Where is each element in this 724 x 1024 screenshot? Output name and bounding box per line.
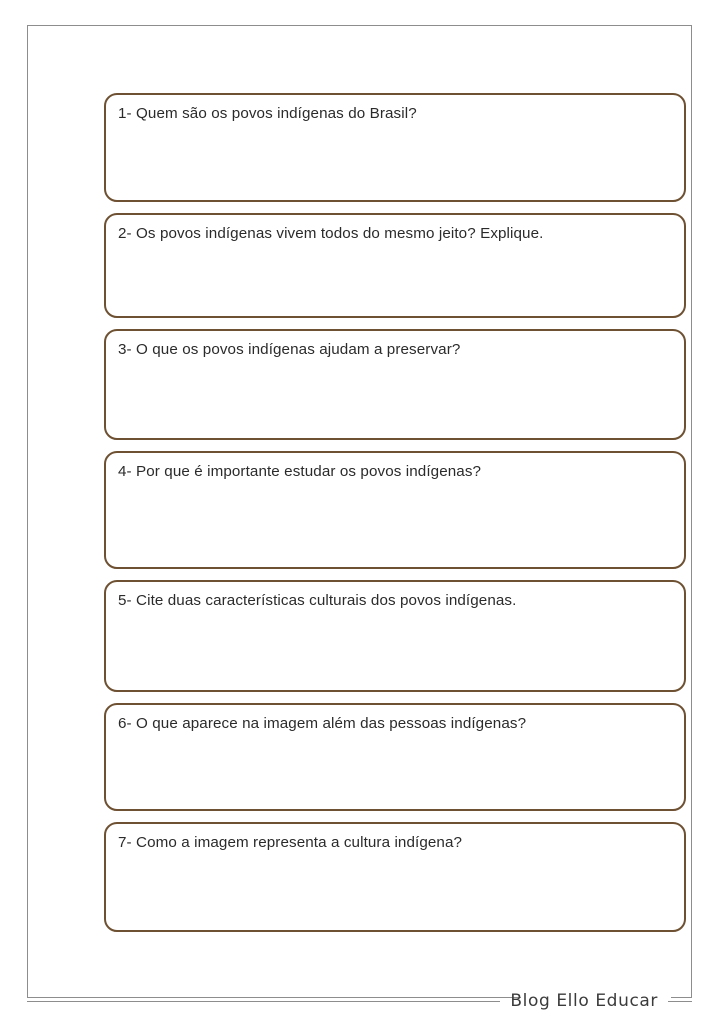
question-text-1: 1- Quem são os povos indígenas do Brasil? <box>118 105 417 122</box>
question-text-7: 7- Como a imagem representa a cultura indígena? <box>118 834 463 851</box>
question-box-3[interactable] <box>104 329 686 440</box>
question-text-2: 2- Os povos indígenas vivem todos do mesmo jeito? Explique. <box>118 225 544 242</box>
question-text-5: 5- Cite duas características culturais dos povos indígenas. <box>118 592 517 609</box>
question-box-2[interactable] <box>104 213 686 318</box>
page-frame <box>27 25 692 998</box>
question-box-6[interactable] <box>104 703 686 811</box>
footer-divider-right <box>668 1001 692 1002</box>
question-box-5[interactable] <box>104 580 686 692</box>
footer-rule-mask <box>521 990 671 1010</box>
footer-brand-label: Blog Ello Educar <box>510 991 658 1011</box>
question-box-7[interactable] <box>104 822 686 932</box>
question-text-4: 4- Por que é importante estudar os povos indígenas? <box>118 463 482 480</box>
question-box-4[interactable] <box>104 451 686 569</box>
question-text-6: 6- O que aparece na imagem além das pessoas indígenas? <box>118 715 527 732</box>
footer-divider-left <box>27 1001 500 1002</box>
question-list <box>104 93 686 953</box>
question-box-1[interactable] <box>104 93 686 202</box>
question-text-3: 3- O que os povos indígenas ajudam a preservar? <box>118 341 461 358</box>
